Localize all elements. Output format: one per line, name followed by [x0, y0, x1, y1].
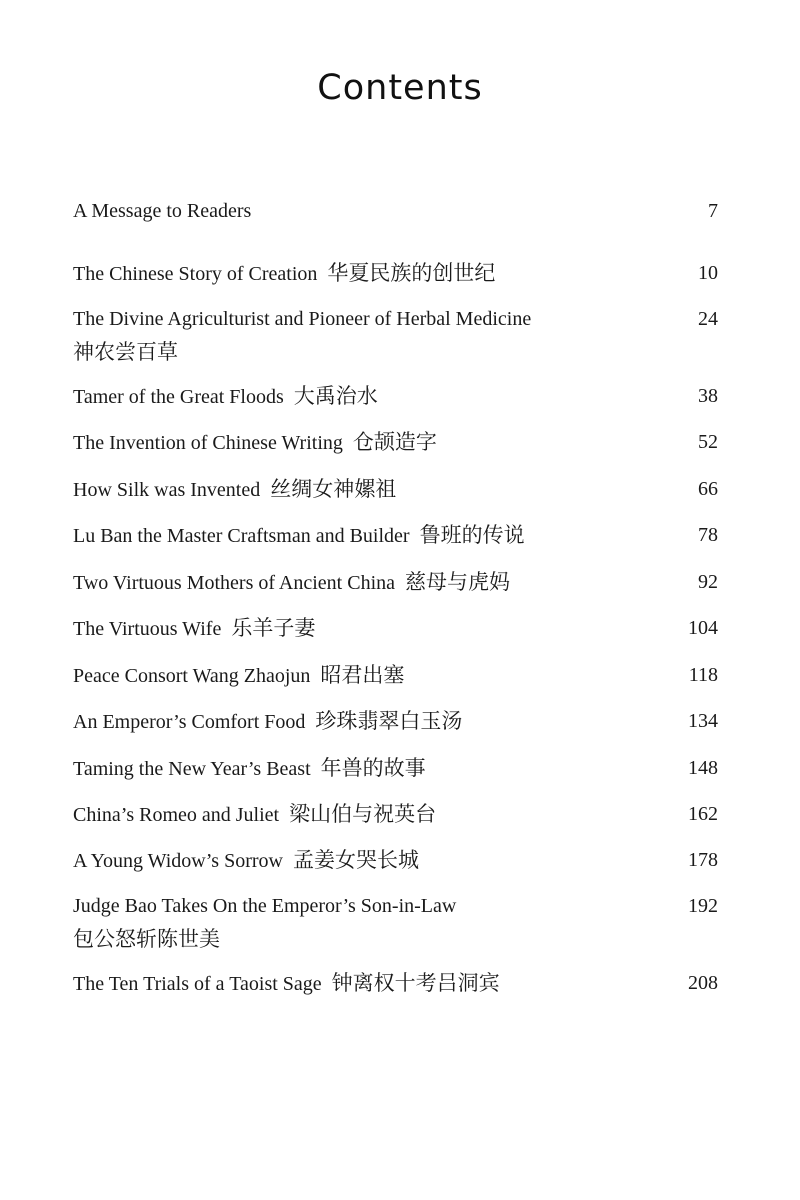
entry-page-number: 66: [698, 478, 718, 500]
entry-chinese-title: 包公怒斩陈世美: [73, 927, 220, 951]
page-title: Contents: [317, 68, 483, 108]
entry-title: Lu Ban the Master Craftsman and Builder: [73, 525, 410, 547]
entry-page-number: 134: [688, 710, 718, 732]
entry-page-number: 148: [688, 757, 718, 779]
toc-entry: [73, 195, 718, 228]
entry-chinese-title: 慈母与虎妈: [405, 570, 511, 594]
toc-entry: [73, 844, 718, 878]
entry-title: The Divine Agriculturist and Pioneer of Herbal Medicine: [73, 308, 532, 330]
entry-chinese-title: 珍珠翡翠白玉汤: [315, 709, 463, 733]
entry-page-number: 10: [698, 262, 718, 284]
entry-chinese-title: 大禹治水: [293, 384, 378, 408]
entry-chinese-title: 华夏民族的创世纪: [327, 261, 496, 285]
toc-entry: [73, 612, 718, 646]
entry-chinese-title: 仓颉造字: [352, 430, 437, 454]
entry-page-number: 7: [708, 200, 718, 222]
entry-chinese-title: 鲁班的传说: [419, 523, 525, 547]
toc-entry: [73, 705, 718, 739]
entry-page-number: 92: [698, 571, 718, 593]
toc-entry: [73, 380, 718, 414]
entry-title: How Silk was Invented: [73, 479, 261, 501]
entry-title: A Message to Readers: [73, 200, 252, 222]
entry-page-number: 24: [698, 308, 718, 330]
toc-entry: [73, 566, 718, 600]
entry-page-number: 104: [688, 617, 718, 639]
entry-page-number: 208: [688, 972, 718, 994]
entry-title: The Invention of Chinese Writing: [73, 432, 343, 454]
entry-page-number: 52: [698, 431, 718, 453]
entry-page-number: 178: [688, 849, 718, 871]
entry-chinese-title: 丝绸女神嫘祖: [270, 477, 397, 501]
entry-page-number: 192: [688, 895, 718, 917]
entry-chinese-title: 梁山伯与祝英台: [289, 802, 437, 826]
entry-chinese-title: 钟离权十考吕洞宾: [331, 971, 500, 995]
entry-title: Two Virtuous Mothers of Ancient China: [73, 572, 396, 594]
entry-title: The Ten Trials of a Taoist Sage: [73, 973, 322, 995]
entry-title: Tamer of the Great Floods: [73, 386, 284, 408]
entry-page-number: 118: [688, 664, 718, 686]
entry-title: Peace Consort Wang Zhaojun: [73, 665, 311, 687]
entry-title: The Virtuous Wife: [73, 618, 222, 640]
toc-entry: [73, 752, 718, 786]
entry-chinese-title: 年兽的故事: [320, 756, 426, 780]
entry-title: Taming the New Year’s Beast: [73, 758, 311, 780]
entry-title: The Chinese Story of Creation: [73, 263, 318, 285]
entry-page-number: 78: [698, 524, 718, 546]
entry-chinese-title: 神农尝百草: [73, 340, 178, 364]
entry-chinese-title: 昭君出塞: [320, 663, 405, 687]
toc-entry: [73, 967, 718, 1001]
entry-title: Judge Bao Takes On the Emperor’s Son-in-Law: [73, 895, 457, 917]
entry-chinese-title: 乐羊子妻: [231, 616, 316, 640]
toc-entry: [73, 798, 718, 832]
toc-entry: [73, 426, 718, 460]
toc-entry: [73, 890, 718, 956]
toc-entry: [73, 659, 718, 693]
toc-entry: [73, 473, 718, 507]
entry-title: China’s Romeo and Juliet: [73, 804, 280, 826]
toc-entry: [73, 303, 718, 369]
entry-title: A Young Widow’s Sorrow: [73, 850, 283, 872]
entry-page-number: 38: [698, 385, 718, 407]
entry-chinese-title: 孟姜女哭长城: [292, 848, 419, 872]
toc-entry: [73, 519, 718, 553]
toc-entry: [73, 257, 718, 291]
entry-page-number: 162: [688, 803, 718, 825]
entry-title: An Emperor’s Comfort Food: [73, 711, 306, 733]
